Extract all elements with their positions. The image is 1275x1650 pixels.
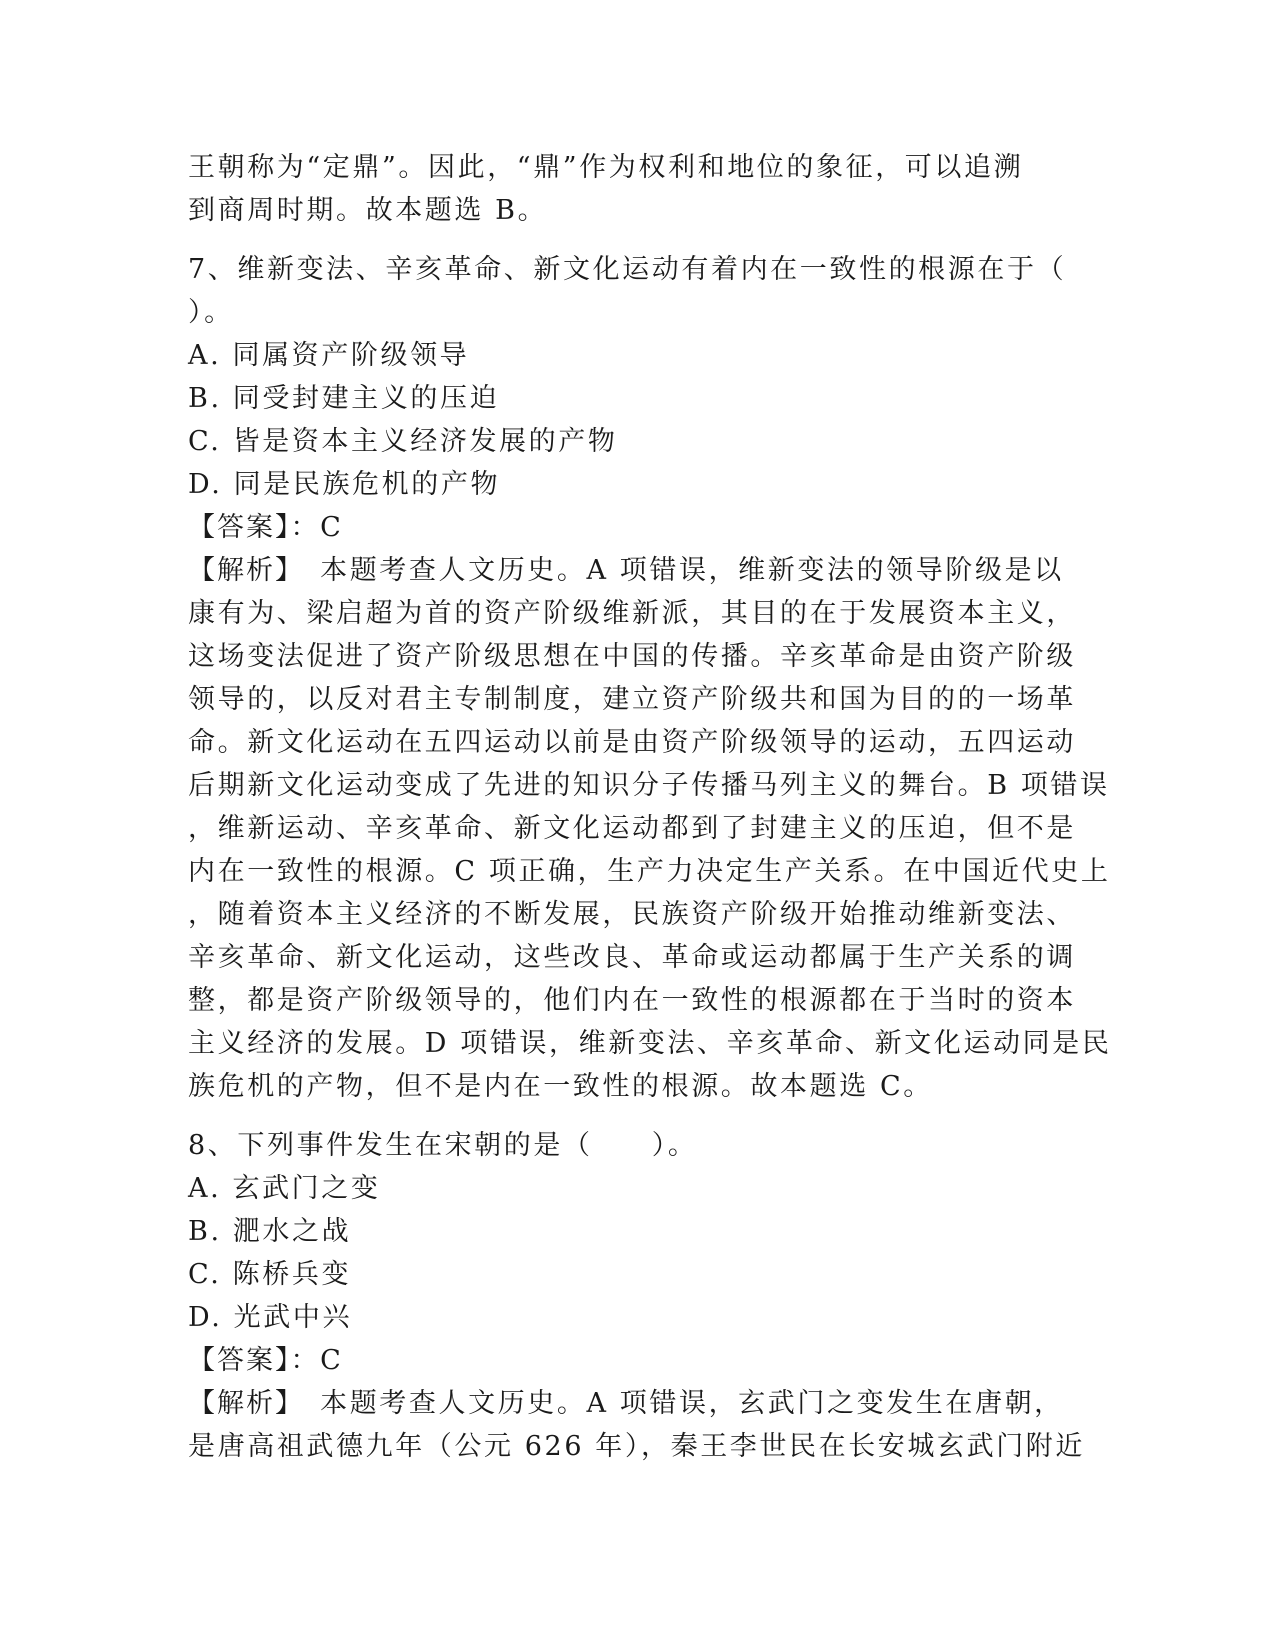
answer-value: ：C — [290, 512, 344, 543]
analysis-text: 辛亥革命、新文化运动，这些改良、革命或运动都属于生产关系的调 — [188, 942, 1076, 973]
analysis-text: 康有为、梁启超为首的资产阶级维新派，其目的在于发展资本主义， — [188, 598, 1076, 629]
option-d: D. 光武中兴 — [188, 1302, 353, 1333]
analysis-line — [188, 1382, 1088, 1425]
analysis-text: 主义经济的发展。D 项错误，维新变法、辛亥革命、新文化运动同是民 — [188, 1028, 1112, 1059]
analysis-label: 【解析】 — [188, 1388, 291, 1419]
prev-explanation — [188, 146, 1088, 232]
question-stem: ）。 — [188, 297, 234, 328]
analysis-text: 命。新文化运动在五四运动以前是由资产阶级领导的运动，五四运动 — [188, 727, 1076, 758]
option-d: D. 同是民族危机的产物 — [188, 469, 501, 500]
option-c: C. 陈桥兵变 — [188, 1259, 352, 1290]
question-8 — [188, 1124, 1088, 1468]
answer-value: ：C — [290, 1345, 344, 1376]
text-line: 王朝称为“定鼎”。因此，“鼎”作为权利和地位的象征，可以追溯 — [188, 152, 1024, 183]
option-b: B. 同受封建主义的压迫 — [188, 383, 500, 414]
analysis-text: 本题考查人文历史。A 项错误，玄武门之变发生在唐朝， — [290, 1388, 1064, 1419]
text-line: 到商周时期。故本题选 B。 — [188, 195, 548, 226]
analysis-text: 族危机的产物，但不是内在一致性的根源。故本题选 C。 — [188, 1071, 933, 1102]
option-c: C. 皆是资本主义经济发展的产物 — [188, 426, 618, 457]
analysis-text: ，维新运动、辛亥革命、新文化运动都到了封建主义的压迫，但不是 — [188, 813, 1076, 844]
analysis-label: 【解析】 — [188, 555, 291, 586]
document-body — [188, 146, 1112, 1468]
analysis-text: 后期新文化运动变成了先进的知识分子传播马列主义的舞台。B 项错误 — [188, 770, 1110, 801]
analysis-line — [188, 549, 1088, 592]
analysis-text: 本题考查人文历史。A 项错误，维新变法的领导阶级是以 — [290, 555, 1064, 586]
answer-line — [188, 1339, 1088, 1382]
question-7 — [188, 248, 1112, 1108]
answer-label: 【答案】 — [188, 512, 291, 543]
question-stem: 8、下列事件发生在宋朝的是（ ）。 — [188, 1130, 698, 1161]
option-a: A. 玄武门之变 — [188, 1173, 381, 1204]
analysis-text: 整，都是资产阶级领导的，他们内在一致性的根源都在于当时的资本 — [188, 985, 1076, 1016]
answer-label: 【答案】 — [188, 1345, 291, 1376]
option-a: A. 同属资产阶级领导 — [188, 340, 470, 371]
analysis-text: 是唐高祖武德九年（公元 626 年），秦王李世民在长安城玄武门附近 — [188, 1431, 1085, 1462]
question-stem: 7、维新变法、辛亥革命、新文化运动有着内在一致性的根源在于（ — [188, 254, 1067, 285]
analysis-text: 领导的，以反对君主专制制度，建立资产阶级共和国为目的的一场革 — [188, 684, 1076, 715]
analysis-text: 这场变法促进了资产阶级思想在中国的传播。辛亥革命是由资产阶级 — [188, 641, 1076, 672]
option-b: B. 淝水之战 — [188, 1216, 352, 1247]
analysis-text: 内在一致性的根源。C 项正确，生产力决定生产关系。在中国近代史上 — [188, 856, 1111, 887]
analysis-text: ，随着资本主义经济的不断发展，民族资产阶级开始推动维新变法、 — [188, 899, 1076, 930]
answer-line — [188, 506, 1088, 549]
